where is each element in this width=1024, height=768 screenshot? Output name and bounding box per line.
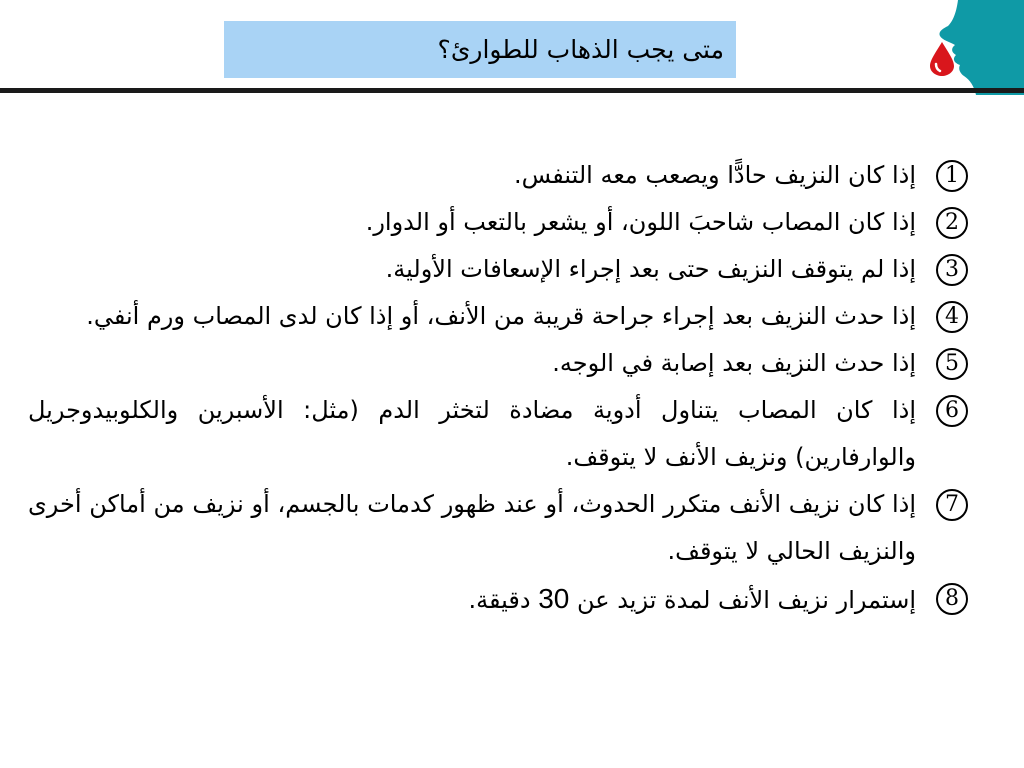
item-number-badge: 7	[936, 489, 968, 521]
header-divider	[0, 88, 1024, 93]
face-silhouette	[939, 0, 1024, 95]
item-text: إذا حدث النزيف بعد إصابة في الوجه.	[552, 349, 916, 377]
item-text: إذا كان المصاب شاحبَ اللون، أو يشعر بالتعب أو الدوار.	[365, 208, 916, 236]
item-number-badge: 2	[936, 207, 968, 239]
list-item	[28, 152, 968, 199]
nosebleed-face-icon	[918, 0, 1024, 95]
list-item	[28, 481, 968, 575]
item-number-badge: 4	[936, 301, 968, 333]
item-text: إذا كان النزيف حادًّا ويصعب معه التنفس.	[513, 161, 916, 189]
list-item	[28, 199, 968, 246]
blood-drop-icon	[930, 42, 954, 76]
slide-title: متى يجب الذهاب للطوارئ؟	[437, 35, 724, 64]
title-banner	[224, 21, 736, 78]
item-number-badge: 8	[936, 583, 968, 615]
item-text-after: دقيقة.	[468, 586, 539, 614]
minutes-value: 30	[538, 583, 570, 614]
list-item	[28, 575, 968, 624]
item-text: إذا لم يتوقف النزيف حتى بعد إجراء الإسعافات الأولية.	[385, 255, 916, 283]
emergency-criteria-list	[28, 152, 968, 624]
item-number-badge: 6	[936, 395, 968, 427]
item-number-badge: 5	[936, 348, 968, 380]
list-item	[28, 293, 968, 340]
item-number-badge: 3	[936, 254, 968, 286]
list-item	[28, 246, 968, 293]
item-text: إذا كان نزيف الأنف متكرر الحدوث، أو عند ظهور كدمات بالجسم، أو نزيف من أماكن أخرى والنزيف الحالي لا يتوقف.	[28, 490, 916, 565]
item-text: إذا كان المصاب يتناول أدوية مضادة لتخثر الدم (مثل: الأسبرين والكلوبيدوجريل والوارفارين) ونزيف الأنف لا يتوقف.	[28, 396, 916, 471]
item-text: إذا حدث النزيف بعد إجراء جراحة قريبة من الأنف، أو إذا كان لدى المصاب ورم أنفي.	[86, 302, 916, 330]
item-number-badge: 1	[936, 160, 968, 192]
item-text-before: إستمرار نزيف الأنف لمدة تزيد عن	[569, 586, 916, 614]
list-item	[28, 340, 968, 387]
list-item	[28, 387, 968, 481]
